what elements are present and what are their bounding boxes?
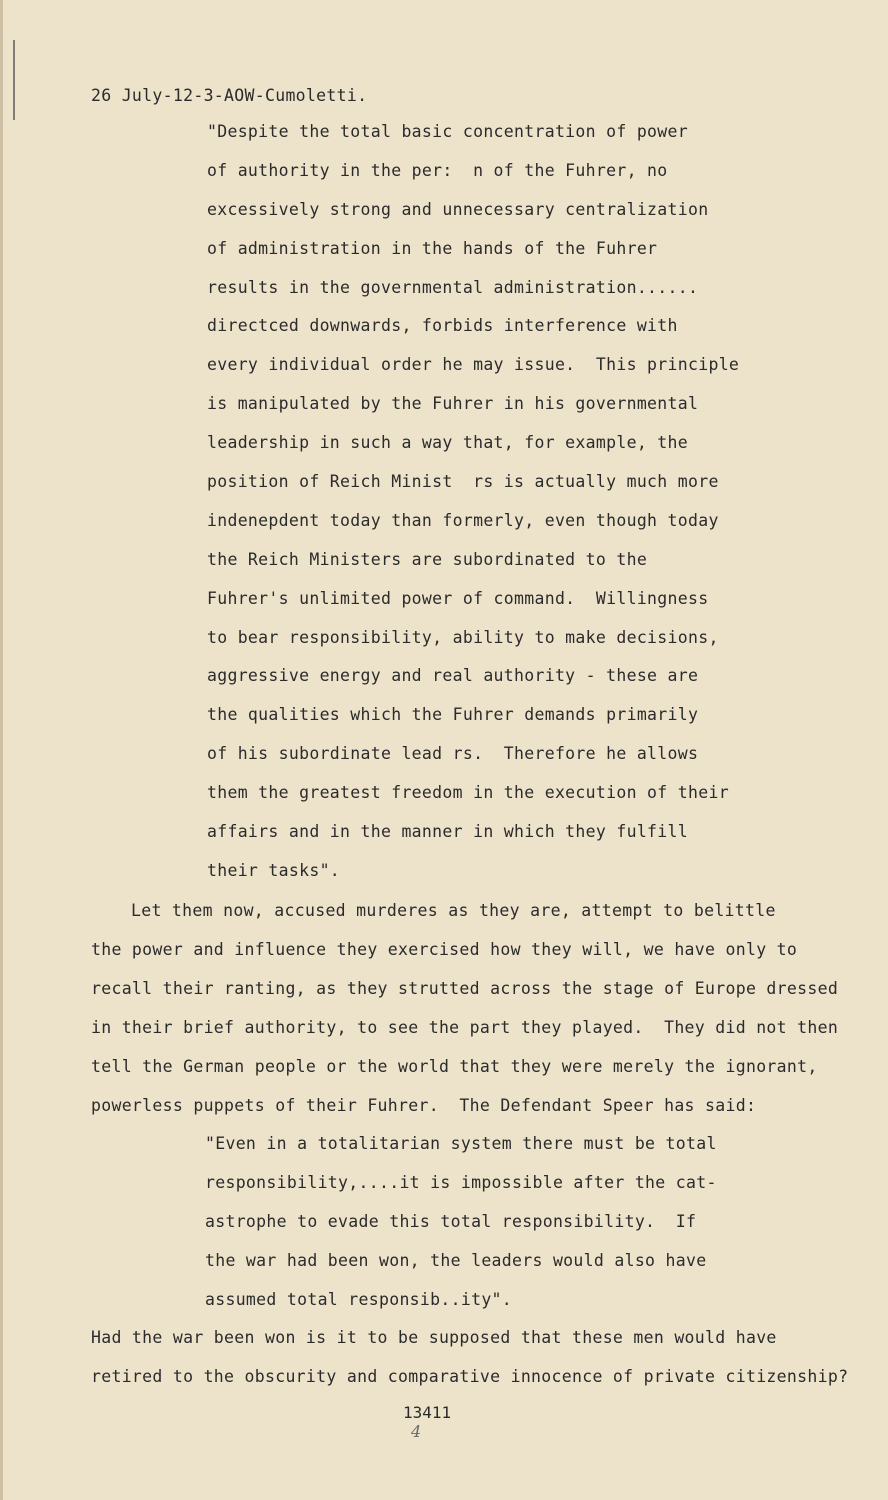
quote-line: indenepdent today than formerly, even though today [207, 510, 719, 530]
quote-line: excessively strong and unnecessary centralization [207, 199, 709, 219]
quote-line: "Despite the total basic concentration of power [207, 122, 688, 141]
binding-mark [13, 40, 15, 120]
quote-line: the war had been won, the leaders would also have [205, 1250, 707, 1270]
quote-line: of his subordinate lead rs. Therefore he allows [207, 744, 699, 764]
quote-block-speer [205, 1134, 717, 1328]
quote-line: of administration in the hands of the Fuhrer [207, 238, 658, 258]
quote-block-speech [207, 122, 739, 900]
quote-line: directced downwards, forbids interference with [207, 316, 678, 336]
quote-line: results in the governmental administration...... [207, 277, 699, 297]
quote-line: every individual order he may issue. This principle [207, 355, 740, 375]
closing-line: Had the war been won is it to be supposed that these men would have [91, 1328, 777, 1347]
paragraph-line: Let them now, accused murderes as they are, attempt to belittle [131, 901, 776, 920]
quote-line: the Reich Ministers are subordinated to the [207, 549, 648, 569]
quote-line: responsibility,....it is impossible after the cat- [205, 1172, 717, 1192]
quote-line: is manipulated by the Fuhrer in his governmental [207, 394, 699, 414]
paragraph-line: in their brief authority, to see the part they played. They did not then [91, 1018, 839, 1037]
quote-line: assumed total responsib..ity". [205, 1289, 513, 1309]
quote-line: them the greatest freedom in the execution of their [207, 783, 729, 803]
paragraph-line: recall their ranting, as they strutted across the stage of Europe dressed [91, 979, 839, 998]
quote-line: Fuhrer's unlimited power of command. Willingness [207, 588, 709, 608]
quote-line: leadership in such a way that, for example, the [207, 433, 688, 453]
paragraph-line: the power and influence they exercised how they will, we have only to [91, 940, 798, 959]
paragraph-line: tell the German people or the world that they were merely the ignorant, [91, 1057, 818, 1076]
quote-line: the qualities which the Fuhrer demands primarily [207, 705, 699, 725]
document-header: 26 July-12-3-AOW-Cumoletti. [91, 86, 368, 105]
body-paragraph [91, 901, 838, 1135]
quote-line: position of Reich Minist rs is actually much more [207, 472, 719, 492]
quote-line: their tasks". [207, 860, 341, 880]
quote-line: of authority in the per: n of the Fuhrer, no [207, 160, 668, 180]
page-number: 13411 [403, 1403, 452, 1422]
paragraph-line: powerless puppets of their Fuhrer. The Defendant Speer has said: [91, 1096, 757, 1115]
quote-line: "Even in a totalitarian system there must be total [205, 1134, 717, 1153]
quote-line: astrophe to evade this total responsibility. If [205, 1211, 697, 1231]
quote-line: affairs and in the manner in which they fulfill [207, 822, 688, 842]
closing-line: retired to the obscurity and comparative innocence of private citizenship? [91, 1367, 849, 1386]
closing-paragraph [91, 1328, 848, 1406]
quote-line: aggressive energy and real authority - these are [207, 666, 699, 686]
handwritten-page-mark: 4 [411, 1422, 422, 1441]
quote-line: to bear responsibility, ability to make decisions, [207, 627, 719, 647]
